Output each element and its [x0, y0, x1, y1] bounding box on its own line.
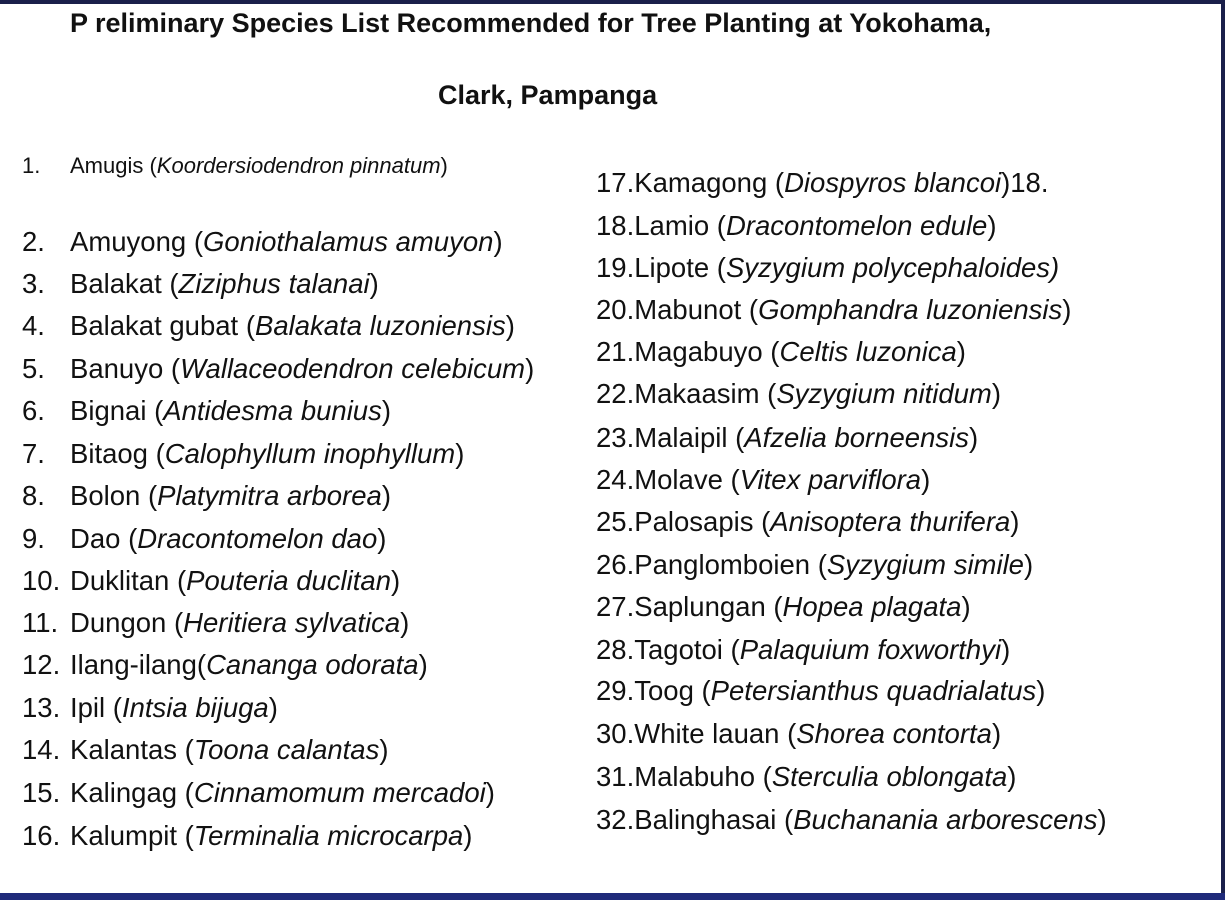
closing-text: ) — [418, 649, 428, 680]
species-item — [596, 551, 1033, 579]
species-item — [596, 677, 1045, 705]
scientific-name: Shorea contorta — [796, 718, 992, 749]
item-number: 19. — [596, 252, 635, 283]
scientific-name: Syzygium polycephaloides) — [725, 252, 1060, 283]
species-item — [596, 508, 1019, 536]
scientific-name: Koordersiodendron pinnatum — [156, 153, 441, 178]
item-number: 12. — [22, 649, 61, 680]
item-number: 17. — [596, 167, 635, 198]
common-name: Lipote ( — [634, 252, 726, 283]
species-item — [22, 694, 278, 722]
species-item — [22, 155, 448, 177]
common-name: Kalantas ( — [70, 734, 194, 765]
species-item — [22, 440, 464, 468]
item-number: 26. — [596, 549, 635, 580]
scientific-name: Diospyros blancoi — [784, 167, 1002, 198]
scientific-name: Anisoptera thurifera — [770, 506, 1011, 537]
species-item — [22, 312, 515, 340]
item-number: 15. — [22, 777, 61, 808]
common-name: Kalingag ( — [70, 777, 194, 808]
item-number: 16. — [22, 820, 61, 851]
scientific-name: Syzygium nitidum — [776, 378, 992, 409]
common-name: Makaasim ( — [634, 378, 777, 409]
species-item — [596, 593, 971, 621]
right-border — [1221, 0, 1225, 900]
item-number: 25. — [596, 506, 635, 537]
closing-text: ) — [1023, 549, 1034, 580]
item-number: 6. — [22, 395, 45, 426]
closing-text: ) — [379, 734, 389, 765]
common-name: Ilang-ilang( — [70, 649, 207, 680]
item-number: 2. — [22, 226, 45, 257]
common-name: Bitaog ( — [70, 438, 165, 469]
species-item — [22, 482, 391, 510]
scientific-name: Wallaceodendron celebicum — [180, 353, 526, 384]
bottom-border — [0, 893, 1225, 900]
scientific-name: Cananga odorata — [206, 649, 419, 680]
common-name: Duklitan ( — [70, 565, 187, 596]
scientific-name: Petersianthus quadrialatus — [710, 675, 1037, 706]
species-item — [596, 380, 1001, 408]
closing-text: ) — [381, 480, 391, 511]
common-name: Kamagong ( — [634, 167, 785, 198]
item-number: 3. — [22, 268, 45, 299]
species-item — [22, 736, 389, 764]
species-item — [596, 466, 930, 494]
scientific-name: Balakata luzoniensis — [254, 310, 506, 341]
item-number: 14. — [22, 734, 61, 765]
closing-text: ) — [493, 226, 503, 257]
closing-text: ) — [268, 692, 278, 723]
closing-text: ) — [440, 153, 448, 178]
scientific-name: Dracontomelon edule — [725, 210, 988, 241]
scientific-name: Intsia bijuga — [121, 692, 269, 723]
species-item — [22, 525, 386, 553]
species-item — [596, 806, 1107, 834]
closing-text: ) — [1001, 634, 1011, 665]
closing-text: ) — [381, 395, 392, 426]
common-name: White lauan ( — [634, 718, 797, 749]
species-item — [596, 720, 1001, 748]
species-item — [22, 355, 534, 383]
species-item — [22, 228, 503, 256]
common-name: Kalumpit ( — [70, 820, 194, 851]
species-item — [596, 254, 1059, 282]
closing-text: ) — [991, 378, 1002, 409]
species-item — [596, 338, 966, 366]
common-name: Balakat gubat ( — [70, 310, 255, 341]
common-name: Amugis ( — [70, 153, 157, 178]
item-number: 13. — [22, 692, 61, 723]
item-number: 32. — [596, 804, 635, 835]
closing-text: ) — [968, 422, 979, 453]
closing-text: ) — [455, 438, 465, 469]
item-number: 4. — [22, 310, 45, 341]
scientific-name: Antidesma bunius — [163, 395, 382, 426]
item-number: 5. — [22, 353, 45, 384]
common-name: Bignai ( — [70, 395, 164, 426]
item-number: 1. — [22, 153, 41, 178]
common-name: Dungon ( — [70, 607, 184, 638]
common-name: Tagotoi ( — [634, 634, 740, 665]
scientific-name: Celtis luzonica — [779, 336, 957, 367]
common-name: Molave ( — [634, 464, 740, 495]
closing-text: ) — [991, 718, 1002, 749]
scientific-name: Palaquium foxworthyi — [739, 634, 1002, 665]
item-number: 30. — [596, 718, 635, 749]
closing-text: ) — [485, 777, 495, 808]
closing-text: ) — [377, 523, 387, 554]
species-item — [596, 424, 978, 452]
scientific-name: Sterculia oblongata — [771, 761, 1008, 792]
closing-text: ) — [391, 565, 401, 596]
common-name: Malaipil ( — [634, 422, 745, 453]
common-name: Bolon ( — [70, 480, 158, 511]
closing-text: ) — [1062, 294, 1072, 325]
item-number: 8. — [22, 480, 45, 511]
species-item — [22, 651, 428, 679]
closing-text: ) — [525, 353, 535, 384]
common-name: Panglomboien ( — [634, 549, 827, 580]
common-name: Lamio ( — [634, 210, 726, 241]
common-name: Palosapis ( — [634, 506, 771, 537]
item-number: 22. — [596, 378, 635, 409]
species-item — [22, 270, 379, 298]
closing-text: ) — [956, 336, 966, 367]
item-number: 18. — [596, 210, 635, 241]
species-item — [596, 169, 1049, 197]
scientific-name: Syzygium simile — [826, 549, 1024, 580]
item-number: 28. — [596, 634, 635, 665]
scientific-name: Dracontomelon dao — [137, 523, 378, 554]
scientific-name: Vitex parviflora — [739, 464, 922, 495]
item-number: 29. — [596, 675, 635, 706]
common-name: Toog ( — [634, 675, 711, 706]
scientific-name: Ziziphus talanai — [178, 268, 370, 299]
common-name: Balinghasai ( — [634, 804, 794, 835]
item-number: 23. — [596, 422, 635, 453]
species-item — [22, 397, 391, 425]
scientific-name: Gomphandra luzoniensis — [758, 294, 1063, 325]
item-number: 21. — [596, 336, 635, 367]
scientific-name: Terminalia microcarpa — [193, 820, 464, 851]
common-name: Mabunot ( — [634, 294, 759, 325]
closing-text: ) — [1007, 761, 1017, 792]
closing-text: )18. — [1001, 167, 1049, 198]
closing-text: ) — [1010, 506, 1020, 537]
species-item — [596, 212, 997, 240]
scientific-name: Goniothalamus amuyon — [202, 226, 494, 257]
item-number: 24. — [596, 464, 635, 495]
item-number: 11. — [22, 607, 59, 638]
species-item — [22, 609, 409, 637]
common-name: Malabuho ( — [634, 761, 772, 792]
title-line-1: P reliminary Species List Recommended for Tree Planting at Yokohama, — [70, 8, 992, 38]
common-name: Magabuyo ( — [634, 336, 780, 367]
title-line-2: Clark, Pampanga — [438, 80, 658, 110]
scientific-name: Buchanania arborescens — [793, 804, 1098, 835]
item-number: 20. — [596, 294, 635, 325]
closing-text: ) — [505, 310, 515, 341]
common-name: Balakat ( — [70, 268, 179, 299]
item-number: 27. — [596, 591, 635, 622]
scientific-name: Cinnamomum mercadoi — [193, 777, 486, 808]
common-name: Dao ( — [70, 523, 138, 554]
species-item — [596, 296, 1071, 324]
closing-text: ) — [961, 591, 971, 622]
scientific-name: Toona calantas — [193, 734, 380, 765]
item-number: 7. — [22, 438, 45, 469]
top-border — [0, 0, 1225, 4]
species-item — [596, 763, 1016, 791]
closing-text: ) — [400, 607, 410, 638]
species-item — [596, 636, 1010, 664]
item-number: 9. — [22, 523, 45, 554]
closing-text: ) — [921, 464, 931, 495]
closing-text: ) — [1097, 804, 1107, 835]
closing-text: ) — [369, 268, 379, 299]
species-item — [22, 779, 495, 807]
scientific-name: Pouteria duclitan — [186, 565, 392, 596]
species-item — [22, 822, 472, 850]
common-name: Amuyong ( — [70, 226, 203, 257]
item-number: 10. — [22, 565, 61, 596]
common-name: Saplungan ( — [634, 591, 783, 622]
closing-text: ) — [1036, 675, 1046, 706]
common-name: Ipil ( — [70, 692, 122, 723]
scientific-name: Platymitra arborea — [157, 480, 382, 511]
species-item — [22, 567, 400, 595]
closing-text: ) — [463, 820, 473, 851]
scientific-name: Heritiera sylvatica — [183, 607, 401, 638]
closing-text: ) — [987, 210, 997, 241]
scientific-name: Afzelia borneensis — [744, 422, 969, 453]
item-number: 31. — [596, 761, 635, 792]
scientific-name: Calophyllum inophyllum — [164, 438, 456, 469]
common-name: Banuyo ( — [70, 353, 181, 384]
scientific-name: Hopea plagata — [782, 591, 962, 622]
